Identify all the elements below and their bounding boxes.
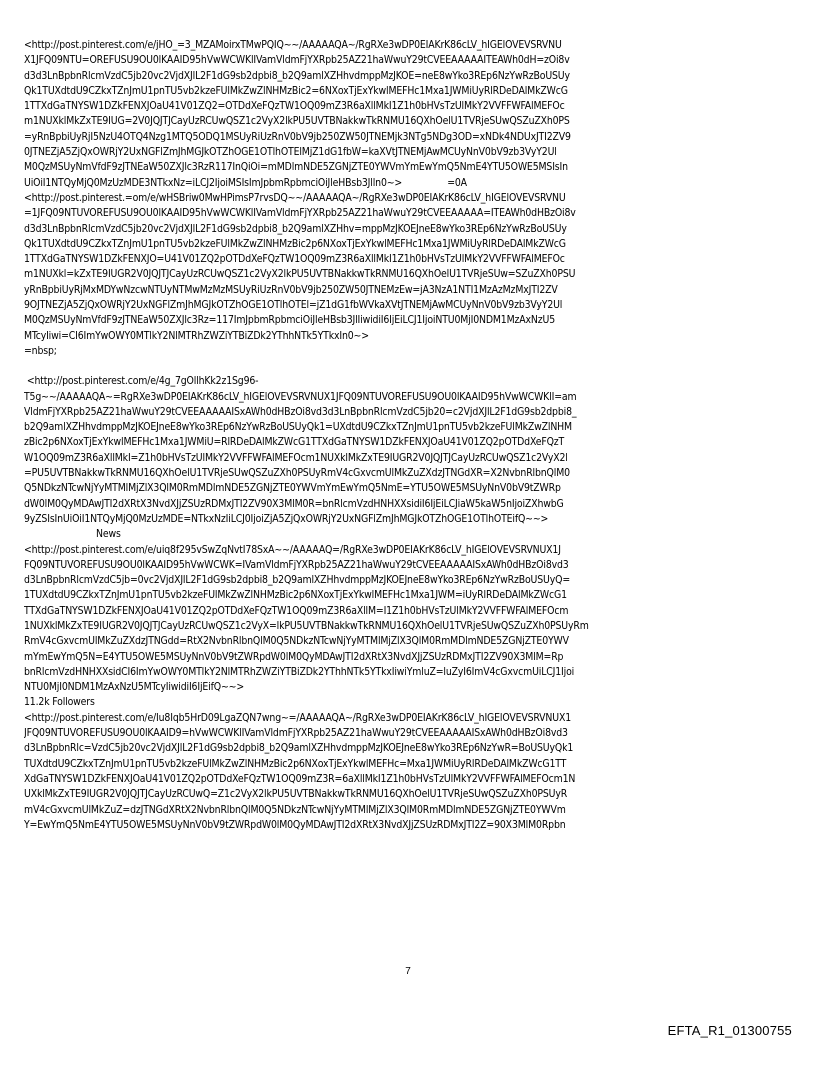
followers-label: 11.2k Followers: [24, 696, 95, 709]
news-label: News: [96, 528, 121, 541]
text-line: NTU0MjI0NDM1MzAxNzU5MTcyIiwidiI6IjEifQ~~>: [24, 681, 245, 694]
text-line: TTXdGaTNYSW1DZkFENXJOaU41V01ZQ2pOTDdXeFQzTW1OQ09mZ3R6aXllM=I1Z1h0bHVsTzUlMkY2VVFFWFAlMEFOcm: [24, 604, 569, 617]
text-line: FQ09NTUVOREFUSU9OU0lKAAID95hVwWCWK=IVamVldmFjYXRpb25AZ21haWwuY29tCVEEAAAAAISxAWh0dHBzOi8vd3: [24, 558, 569, 571]
text-line: UiOiI1NTQyMjQ0MzUzMDE3NTkxNz=iLCJ2IjoiMSIsImJpbmRpbmciOiJleHBsb3Jlln0~> =0A: [24, 176, 467, 189]
text-line: dW0lM0QyMDAwJTI2dXRtX3NvdXJjZSUzRDMxJTI2ZV90X3MlM0R=bnRlcmVzdHNHXXsidiI6IjEiLCJiaW5kaW5nIjoiZXhwbG: [24, 497, 564, 510]
text-line: b2Q9amlXZHhvdmppMzJKOEJneE8wYko3REp6NzYwRzBoUSUyQk1=UXdtdU9CZkxTZnJmU1pnTU5vb2kzeFUlMkZwZlNHM: [24, 421, 572, 434]
text-line: TUXdtdU9CZkxTZnJmU1pnTU5vb2kzeFUlMkZwZlNHMzBic2p6NXoxTjExYkwlMEFHc=Mxa1JWMiUyRlRDeDAlMkZWcG1TT: [24, 757, 567, 770]
link-block-2: [24, 374, 794, 527]
text-line: XdGaTNYSW1DZkFENXJOaU41V01ZQ2pOTDdXeFQzTW1OQ09mZ3R=6aXllMkI1Z1h0bHVsTzUlMkY2VVFFWFAlMEFOcm1N: [24, 772, 576, 785]
text-line: mV4cGxvcmUlMkZuZ=dzJTNGdXRtX2NvbnRlbnQlM0Q5NDkzNTcwNjYyMTMlMjZlX3QlM0RmMDlmNDE5ZGNjZTE0YWVm: [24, 803, 566, 816]
text-line: RmV4cGxvcmUlMkZuZXdzJTNGdd=RtX2NvbnRlbnQlM0Q5NDkzNTcwNjYyMTMlMjZlX3QlM0RmMDlmNDE5ZGNjZTE0YWV: [24, 635, 569, 648]
text-line: Qk1TUXdtdU9CZkxTZnJmU1pnTU5vb2kzeFUlMkZwZlNHMzBic2=6NXoxTjExYkwlMEFHc1Mxa1JWMiUyRlRDeDAlMkZWcG: [24, 84, 568, 97]
text-line: 1TTXdGaTNYSW1DZkFENXJOaU41V01ZQ2=OTDdXeFQzTW1OQ09mZ3R6aXllMkI1Z1h0bHVsTzUlMkY2VVFFWFAlMEFOc: [24, 100, 565, 113]
text-line: <http://post.pinterest.com/e/Iu8Iqb5HrD09LgaZQN7wng~=/AAAAAQA~/RgRXe3wDP0EIAKrK86cLV_hIGElOVEVSRVNUX1: [24, 711, 572, 724]
text-line: =PU5UVTBNakkwTkRNMU16QXhOelU1TVRjeSUwQSZuZXh0PSUyRmV4cGxvcmUlMkZuZXdzJTNGdXR=X2NvbnRlbnQlM0: [24, 467, 570, 480]
text-line: m1NUXklMkZxTE9IUG=2V0JQJTJCayUzRCUwQSZ1c2VyX2lkPU5UVTBNakkwTkRNMU16QXhOelU1TVRjeSUwQSZuZXh0PS: [24, 115, 570, 128]
document-body: [24, 38, 794, 833]
text-line: <http://post.pinterest.=om/e/wHSBriw0MwHPimsP7rvsDQ~~/AAAAAQA~/RgRXe3wDP0EIAKrK86cLV_hIGElOVEVSRVNU: [24, 191, 566, 204]
text-line: d3LnBpbnRlcmVzdC5jb=0vc2VjdXJlL2F1dG9sb2dpbi8_b2Q9amlXZHhvdmppMzJKOEJneE8wYko3REp6NzYwRzBoUSUyQ=: [24, 574, 570, 587]
page-number: 7: [405, 966, 411, 977]
nbsp-line: =nbsp;: [24, 344, 57, 357]
text-line: zBic2p6NXoxTjExYkwlMEFHc1Mxa1JWMiU=RlRDeDAlMkZWcG1TTXdGaTNYSW1DZkFENXJOaU41V01ZQ2pOTDdXeFQzT: [24, 436, 565, 449]
link-block-1: [24, 38, 794, 344]
text-line: M0QzMSUyNmVfdF9zJTNEaW50ZXJlc3RzR117InQiOi=mMDlmNDE5ZGNjZTE0YWVmYmEwYmQ5NmE4YTU5OWE5MSIsIn: [24, 161, 568, 174]
text-line: mYmEwYmQ5N=E4YTU5OWE5MSUyNnV0bV9tZWRpdW0lM0QyMDAwJTI2dXRtX3NvdXJjZSUzRDMxJTI2ZV90X3MlM=Rp: [24, 650, 564, 663]
text-line: <http://post.pinterest.com/e/jHO_=3_MZAMoirxTMwPQIQ~~/AAAAAQA~/RgRXe3wDP0EIAKrK86cLV_hIGElOVEVSRVNU: [24, 39, 562, 51]
text-line: W1OQ09mZ3R6aXllMkI=Z1h0bHVsTzUlMkY2VVFFWFAlMEFOcm1NUXklMkZxTE9IUGR2V0JQJTJCayUzRCUwQSZ1c2VyX2l: [24, 451, 568, 464]
text-line: VldmFjYXRpb25AZ21haWwuY29tCVEEAAAAAISxAWh0dHBzOi8vd3d3LnBpbnRlcmVzdC5jb20=c2VjdXJlL2F1dG9sb2dpbi8_: [24, 405, 577, 418]
text-line: 1TTXdGaTNYSW1DZkFENXJO=U41V01ZQ2pOTDdXeFQzTW1OQ09mZ3R6aXllMkI1Z1h0bHVsTzUlMkY2VVFFWFAlMEFOc: [24, 253, 565, 266]
text-line: Qk1TUXdtdU9CZkxTZnJmU1pnTU5vb2kzeFUlMkZwZlNHMzBic2p6NXoxTjExYkwlMEFHc1Mxa1JWMiUyRlRDeDAlMkZWcG: [24, 237, 566, 250]
text-line: <http://post.pinterest.com/e/4g_7gOllhKk2z1Sg96-: [24, 375, 259, 388]
text-line: m1NUXkl=kZxTE9IUGR2V0JQJTJCayUzRCUwQSZ1c2VyX2lkPU5UVTBNakkwTkRNMU16QXhOelU1TVRjeSUw=SZuZXh0PSU: [24, 268, 576, 281]
text-line: yRnBpbiUyRjMxMDYwNzcwNTUyNTMwMzMzMSUyRiUzRnV0bV9jb250ZW50JTNEMzEw=jA3NzA1NTI1MzAzMzMxJTI2ZV: [24, 283, 558, 296]
text-line: 1NUXklMkZxTE9IUGR2V0JQJTJCayUzRCUwQSZ1c2VyX=lkPU5UVTBNakkwTkRNMU16QXhOelU1TVRjeSUwQSZuZXh0PSUyRm: [24, 619, 589, 632]
text-line: JFQ09NTUVOREFUSU9OU0lKAAID9=hVwWCWKlIVamVldmFjYXRpb25AZ21haWwuY29tCVEEAAAAAISxAWh0dHBzOi8vd3: [24, 727, 568, 740]
text-line: Q5NDkzNTcwNjYyMTMlMjZlX3QlM0RmMDlmNDE5ZGNjZTE0YWVmYmEwYmQ5NmE=YTU5OWE5MSUyNnV0bV9tZWRp: [24, 482, 561, 495]
text-line: d3d3LnBpbnRlcmVzdC5jb20vc2VjdXJlL2F1dG9sb2dpbi8_b2Q9amlXZHhvdmppMzJKOE=neE8wYko3REp6NzYwRzBoUSUy: [24, 69, 570, 82]
text-line: T5g~~/AAAAAQA~=RgRXe3wDP0EIAKrK86cLV_hIGElOVEVSRVNUX1JFQ09NTUVOREFUSU9OU0lKAAID95hVwWCWKlI=am: [24, 390, 577, 403]
text-line: <http://post.pinterest.com/e/uiq8f295vSwZqNvtI78SxA~~/AAAAAQ=/RgRXe3wDP0EIAKrK86cLV_hIGElOVEVSRVNUX1J: [24, 543, 561, 556]
link-block-4: [24, 711, 794, 833]
text-line: 9yZSIsInUiOiI1NTQyMjQ0MzUzMDE=NTkxNzIiLCJ0IjoiZjA5ZjQxOWRjY2UxNGFlZmJhMGJkOTZhOGE1OTlhOTEifQ~~>: [24, 512, 549, 525]
text-line: M0QzMSUyNmVfdF9zJTNEaW50ZXJlc3Rz=117ImJpbmRpbmciOiJleHBsb3JlIiwidiI6IjEiLCJ1IjoiNTU0MjI0NDM1MzAxNzU5: [24, 314, 555, 327]
text-line: d3d3LnBpbnRlcmVzdC5jb20vc2VjdXJlL2F1dG9sb2dpbi8_b2Q9amlXZHhv=mppMzJKOEJneE8wYko3REp6NzYwRzBoUSUy: [24, 222, 567, 235]
text-line: 0JTNEZjA5ZjQxOWRjY2UxNGFlZmJhMGJkOTZhOGE1OTlhOTElMjZ1dG1fbW=kaXVtJTNEMjAwMCUyNnV0bV9zb3VyY2Ul: [24, 146, 557, 159]
text-line: UXklMkZxTE9IUGR2V0JQJTJCayUzRCUwQ=Z1c2VyX2lkPU5UVTBNakkwTkRNMU16QXhOelU1TVRjeSUwQSZuZXh0PSUyR: [24, 788, 568, 801]
text-line: =yRnBpbiUyRjI5NzU4OTQ4Nzg1MTQ5ODQ1MSUyRiUzRnV0bV9jb250ZW50JTNEMjk3NTg5NDg3OD=xNDk4NDUxJTI2ZV9: [24, 130, 571, 143]
text-line: 9OJTNEZjA5ZjQxOWRjY2UxNGFlZmJhMGJkOTZhOGE1OTlhOTEl=jZ1dG1fbWVkaXVtJTNEMjAwMCUyNnV0bV9zb3VyY2Ul: [24, 299, 563, 312]
text-line: 1TUXdtdU9CZkxTZnJmU1pnTU5vb2kzeFUlMkZwZlNHMzBic2p6NXoxTjExYkwlMEFHc1Mxa1JWM=iUyRlRDeDAlMkZWcG1: [24, 589, 567, 602]
bates-number: EFTA_R1_01300755: [667, 1023, 792, 1038]
paragraph-gap: [24, 359, 794, 374]
link-block-3: [24, 543, 794, 696]
text-line: Y=EwYmQ5NmE4YTU5OWE5MSUyNnV0bV9tZWRpdW0lM0QyMDAwJTI2dXRtX3NvdXJjZSUzRDMxJTI2Z=90X3MlM0Rpbn: [24, 818, 566, 831]
text-line: d3LnBpbnRlc=VzdC5jb20vc2VjdXJlL2F1dG9sb2dpbi8_b2Q9amlXZHhvdmppMzJKOEJneE8wYko3REp6NzYwR=BoUSUyQk1: [24, 742, 574, 755]
text-line: bnRlcmVzdHNHXXsidCI6ImYwOWY0MTlkY2NlMTRhZWZiYTBiZDk2YThhNTk5YTkxIiwiYmluZ=luZyI6ImV4cGxvcmUiLCJ1Ijoi: [24, 665, 575, 678]
text-line: MTcyIiwi=CI6ImYwOWY0MTlkY2NlMTRhZWZiYTBiZDk2YThhNTk5YTkxIn0~>: [24, 329, 369, 342]
text-line: X1JFQ09NTU=OREFUSU9OU0lKAAID95hVwWCWKlIVamVldmFjYXRpb25AZ21haWwuY29tCVEEAAAAAITEAWh0dH=zOi8v: [24, 54, 570, 67]
text-line: =1JFQ09NTUVOREFUSU9OU0lKAAID95hVwWCWKlIVamVldmFjYXRpb25AZ21haWwuY29tCVEEAAAAA=ITEAWh0dHBzOi8v: [24, 207, 576, 220]
